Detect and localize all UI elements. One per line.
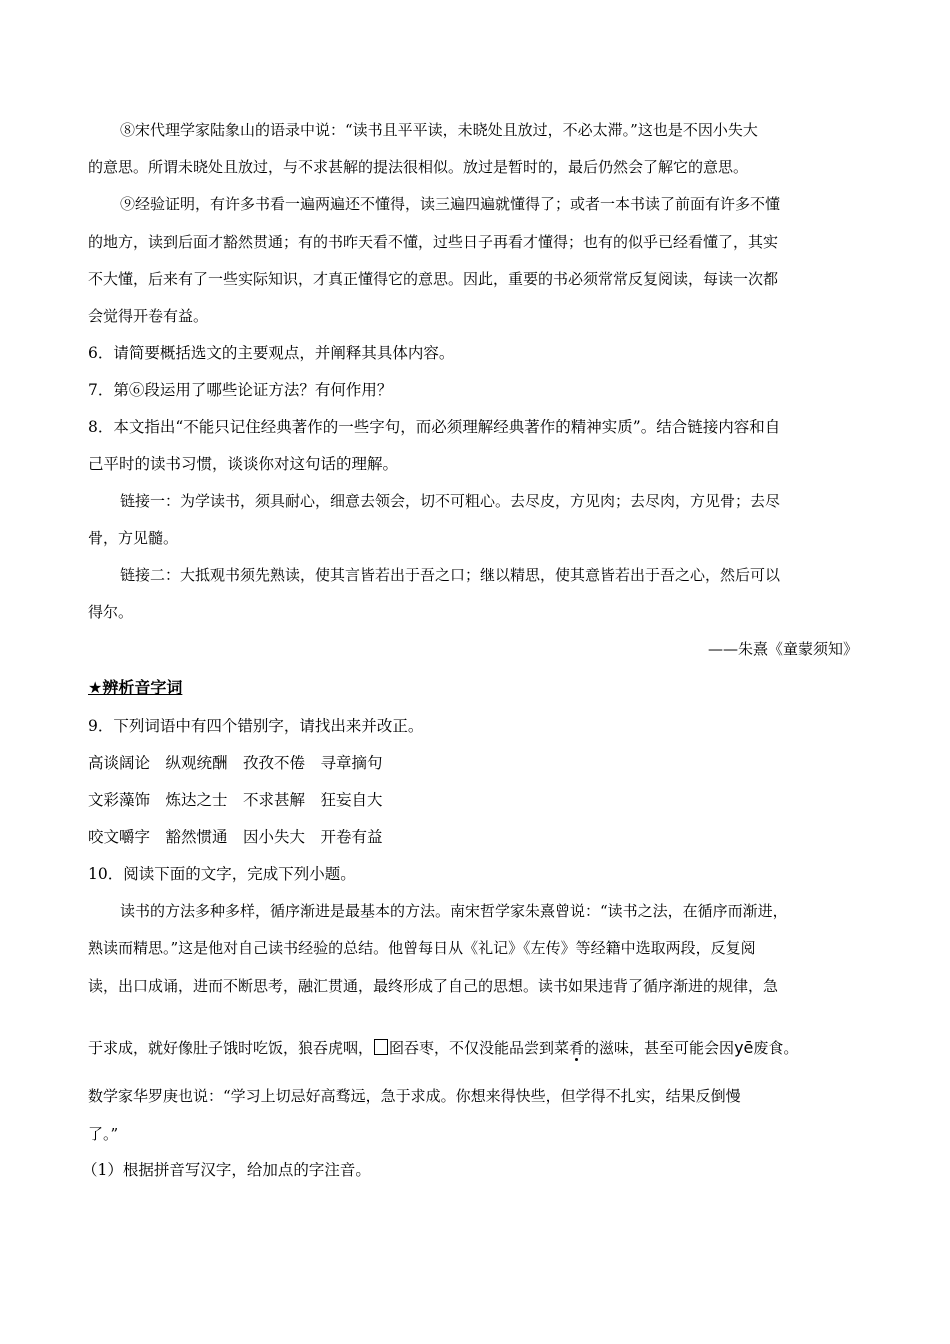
reading-line-2: 熟读而精思。”这是他对自己读书经验的总结。他曾每日从《礼记》《左传》等经籍中选取两段，反复阅 (88, 939, 756, 957)
word-row-2: 文彩藻饰 炼达之士 不求甚解 狂妄自大 (88, 791, 383, 809)
reading-line-4-part-d: 废食。 (753, 1039, 799, 1057)
paragraph-9-line-4: 会觉得开卷有益。 (88, 307, 209, 325)
link-1-line-1: 链接一：为学读书，须具耐心，细意去领会，切不可粗心。去尽皮，方见肉；去尽肉，方见骨；去尽 (120, 492, 781, 510)
link-2-line-2: 得尔。 (88, 603, 134, 621)
word-row-1: 高谈阔论 纵观统酬 孜孜不倦 寻章摘句 (88, 754, 383, 772)
source-citation: ——朱熹《童蒙须知》 (707, 640, 858, 658)
reading-line-4-part-c: 的滋味，甚至可能会因 (584, 1039, 735, 1057)
reading-line-5: 数学家华罗庚也说：“学习上切忌好高骛远，急于求成。你想来得快些，但学得不扎实，结果反倒慢 (88, 1087, 741, 1105)
question-9: 9．下列词语中有四个错别字，请找出来并改正。 (88, 717, 424, 735)
question-6: 6．请简要概括选文的主要观点，并阐释其具体内容。 (88, 344, 455, 362)
question-10: 10．阅读下面的文字，完成下列小题。 (88, 865, 356, 883)
question-10-part-1: （1）根据拼音写汉字，给加点的字注音。 (82, 1161, 371, 1179)
word-row-3: 咬文嚼字 豁然惯通 因小失大 开卷有益 (88, 828, 383, 846)
section-heading: ★辨析音字词 (88, 678, 183, 697)
question-8-line-2: 己平时的读书习惯，谈谈你对这句话的理解。 (88, 455, 399, 473)
link-2-line-1: 链接二：大抵观书须先熟读，使其言皆若出于吾之口；继以精思，使其意皆若出于吾之心，然后可以 (120, 566, 781, 584)
paragraph-9-line-2: 的地方，读到后面才豁然贯通；有的书昨天看不懂，过些日子再看才懂得；也有的似乎已经看懂了，其实 (88, 233, 779, 251)
paragraph-8-line-2: 的意思。所谓未晓处且放过，与不求甚解的提法很相似。放过是暂时的，最后仍然会了解它的意思。 (88, 158, 749, 176)
reading-line-4 (88, 1038, 798, 1058)
reading-line-4-part-a: 于求成，就好像肚子饿时吃饭，狼吞虎咽， (88, 1039, 374, 1057)
dotted-character: 肴 (569, 1039, 585, 1057)
pinyin-blank: yē (734, 1038, 754, 1057)
reading-line-6: 了。” (88, 1125, 119, 1143)
question-8-line-1: 8．本文指出“不能只记住经典著作的一些字句，而必须理解经典著作的精神实质”。结合链接内容和自 (88, 418, 781, 436)
paragraph-9-line-3: 不大懂，后来有了一些实际知识，才真正懂得它的意思。因此，重要的书必须常常反复阅读，每读一次都 (88, 270, 779, 288)
reading-line-4-part-b: 囵吞枣，不仅没能品尝到菜 (389, 1039, 570, 1057)
blank-box (374, 1039, 388, 1055)
link-1-line-2: 骨，方见髓。 (88, 529, 179, 547)
question-7: 7．第⑥段运用了哪些论证方法？有何作用？ (88, 381, 393, 399)
reading-line-1: 读书的方法多种多样，循序渐进是最基本的方法。南宋哲学家朱熹曾说：“读书之法，在循序而渐进， (120, 902, 788, 920)
reading-line-3: 读，出口成诵，进而不断思考，融汇贯通，最终形成了自己的思想。读书如果违背了循序渐进的规律，急 (88, 977, 779, 995)
paragraph-8-line-1: ⑧宋代理学家陆象山的语录中说：“读书且平平读，未晓处且放过，不必太滞。”这也是不因小失大 (120, 121, 758, 139)
paragraph-9-line-1: ⑨经验证明，有许多书看一遍两遍还不懂得，读三遍四遍就懂得了；或者一本书读了前面有许多不懂 (120, 195, 781, 213)
